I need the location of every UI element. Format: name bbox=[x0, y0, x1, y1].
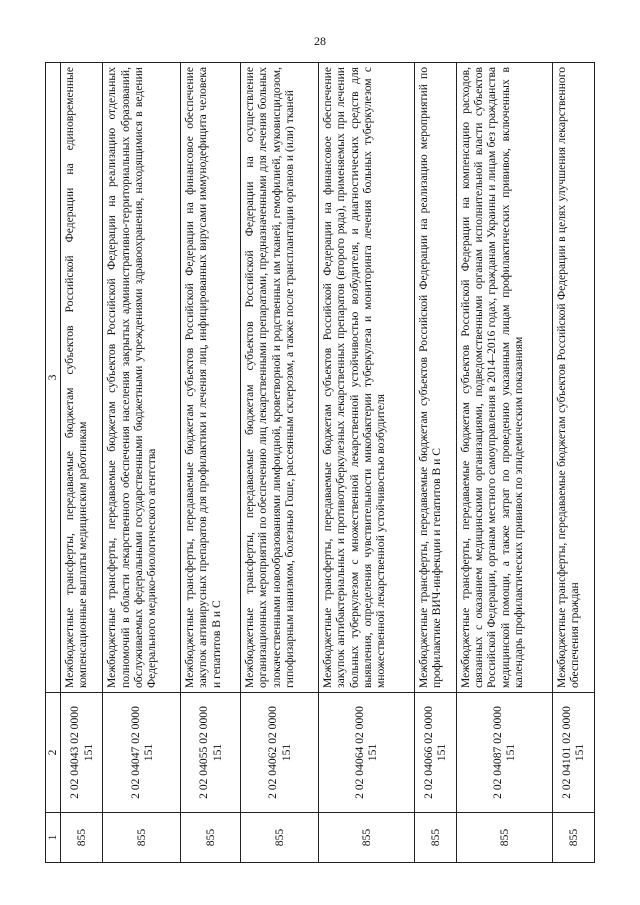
table-row bbox=[181, 63, 241, 863]
admin-code-cell: 855 bbox=[319, 813, 415, 863]
budget-code-cell: 2 02 04055 02 0000 151 bbox=[181, 693, 241, 813]
admin-code-cell: 855 bbox=[61, 813, 103, 863]
description-cell: Межбюджетные трансферты, передаваемые бюджетам субъектов Российской Федерации на финансовое обеспечение закупок антивирусных препаратов для профилактики и лечения лиц, инфицированных вирусами иммунодефицита человека и гепатитов В и С bbox=[181, 63, 241, 693]
admin-code-cell: 855 bbox=[552, 813, 594, 863]
table-header-row bbox=[46, 63, 61, 863]
description-cell: Межбюджетные трансферты, передаваемые бюджетам субъектов Российской Федерации на компенсацию расходов, связанных с оказанием медицинскими организациями, подведомственными органам исполнительной власти субъектов Российской Федерации, органам местного самоуправления в 2014–2016 годах, гражданам Украины и лицам без гражданства медицинской помощи, а также затрат по проведению указанным лицам профилактических прививок, включенных в календарь профилактических прививок по эпидемическим показаниям bbox=[457, 63, 553, 693]
description-cell: Межбюджетные трансферты, передаваемые бюджетам субъектов Российской Федерации на осуществление организационных мероприятий по обеспечению лиц лекарственными препаратами, предназначенными для лечения больных злокачественными новообразованиями лимфоидной, кроветворной и родственных им тканей, гемофилией, муковисцидозом, гипофизарным нанизмом, болезнью Гоше, рассеянным склерозом, а также после трансплантации органов и (или) тканей bbox=[241, 63, 319, 693]
admin-code-cell: 855 bbox=[181, 813, 241, 863]
description-cell: Межбюджетные трансферты, передаваемые бюджетам субъектов Российской Федерации на финансовое обеспечение закупок антибактериальных и противотуберкулезных лекарственных препаратов (второго ряда), применяемых при лечении больных туберкулезом с множественной лекарственной устойчивостью возбудителя, и диагностических средств для выявления, определения чувствительности микобактерии туберкулеза и мониторинга лечения больных туберкулезом с множественной лекарственной устойчивостью возбудителя bbox=[319, 63, 415, 693]
table-row bbox=[457, 63, 553, 863]
budget-code-cell: 2 02 04087 02 0000 151 bbox=[457, 693, 553, 813]
header-col-2: 2 bbox=[46, 693, 61, 813]
table-row bbox=[103, 63, 181, 863]
table-row bbox=[319, 63, 415, 863]
admin-code-cell: 855 bbox=[457, 813, 553, 863]
admin-code-cell: 855 bbox=[103, 813, 181, 863]
table-row bbox=[414, 63, 456, 863]
rotated-table-container bbox=[45, 63, 595, 863]
budget-code-cell: 2 02 04066 02 0000 151 bbox=[414, 693, 456, 813]
description-cell: Межбюджетные трансферты, передаваемые бюджетам субъектов Российской Федерации на реализацию отдельных полномочий в области лекарственного обеспечения населения закрытых административно-территориальных образований, обслуживаемых федеральными государственными бюджетными учреждениями здравоохранения, находящимися в ведении Федерального медико-биологического агентства bbox=[103, 63, 181, 693]
table-row bbox=[61, 63, 103, 863]
table-row bbox=[241, 63, 319, 863]
header-col-1: 1 bbox=[46, 813, 61, 863]
admin-code-cell: 855 bbox=[414, 813, 456, 863]
budget-code-cell: 2 02 04047 02 0000 151 bbox=[103, 693, 181, 813]
table-row bbox=[552, 63, 594, 863]
page-number: 28 bbox=[314, 34, 326, 48]
description-cell: Межбюджетные трансферты, передаваемые бюджетам субъектов Российской Федерации на реализацию мероприятий по профилактике ВИЧ-инфекции и гепатитов В и С bbox=[414, 63, 456, 693]
admin-code-cell: 855 bbox=[241, 813, 319, 863]
description-cell: Межбюджетные трансферты, передаваемые бюджетам субъектов Российской Федерации на единовременные компенсационные выплаты медицинским работникам bbox=[61, 63, 103, 693]
header-col-3: 3 bbox=[46, 63, 61, 693]
budget-code-cell: 2 02 04062 02 0000 151 bbox=[241, 693, 319, 813]
budget-code-cell: 2 02 04101 02 0000 151 bbox=[552, 693, 594, 813]
description-cell: Межбюджетные трансферты, передаваемые бюджетам субъектов Российской Федерации в целях улучшения лекарственного обеспечения граждан bbox=[552, 63, 594, 693]
budget-codes-table bbox=[45, 62, 595, 863]
budget-code-cell: 2 02 04064 02 0000 151 bbox=[319, 693, 415, 813]
budget-code-cell: 2 02 04043 02 0000 151 bbox=[61, 693, 103, 813]
